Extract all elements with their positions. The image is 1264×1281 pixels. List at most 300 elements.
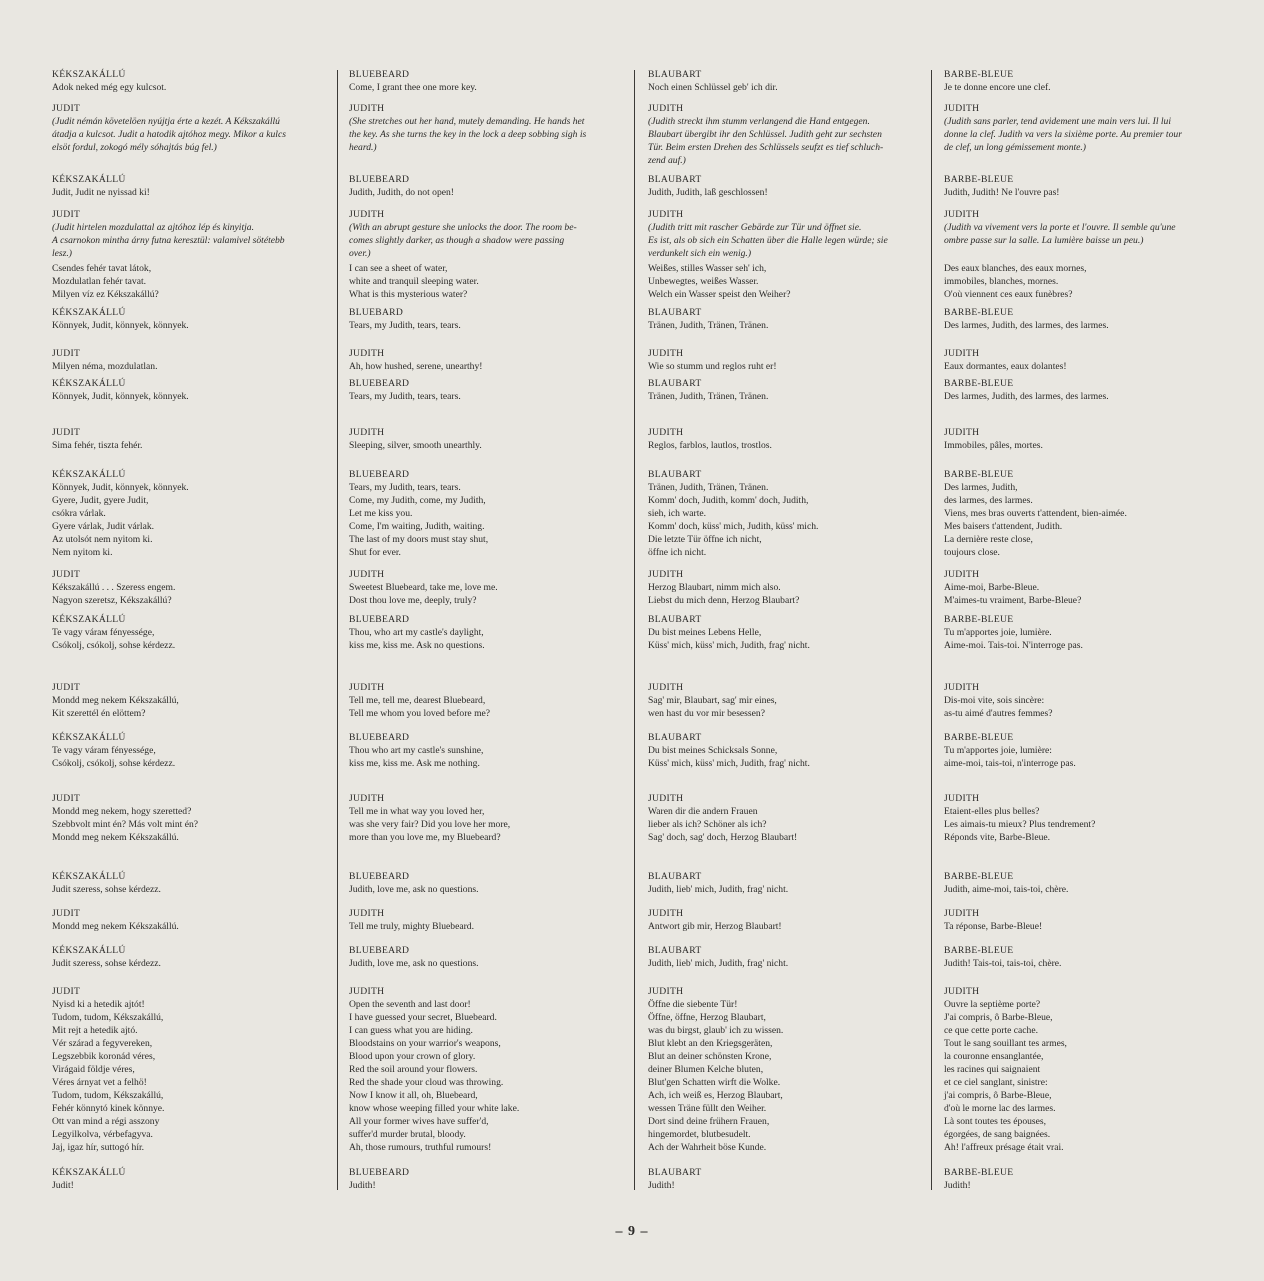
speaker-name: BLAUBART [648, 69, 702, 80]
lyric-line: Tränen, Judith, Tränen, Tränen. [648, 482, 769, 493]
lyric-line: Waren dir die andern Frauen [648, 806, 758, 817]
speaker-name: BLAUBART [648, 378, 702, 389]
lyric-line: Nyisd ki a hetedik ajtót! [52, 999, 145, 1010]
dialogue-block [648, 306, 946, 332]
speaker-name: JUDITH [648, 569, 684, 580]
dialogue-block [349, 681, 647, 720]
dialogue-block [944, 613, 1242, 652]
speaker-name: JUDITH [944, 986, 980, 997]
lyric-line: Des larmes, Judith, des larmes, des larmes. [944, 391, 1109, 402]
lyric-line: Judith! [349, 1180, 376, 1191]
speaker-name: JUDITH [349, 793, 385, 804]
lyric-line: Mondd meg nekem Kékszakállú, [52, 695, 179, 706]
speaker-name: JUDITH [648, 908, 684, 919]
lyric-line: Milyen néma, mozdulatlan. [52, 361, 158, 372]
lyric-line: Weißes, stilles Wasser seh' ich, [648, 263, 767, 274]
dialogue-block [52, 613, 350, 652]
lyric-line: des larmes, des larmes. [944, 495, 1033, 506]
speaker-name: KÉKSZAKÁLLÚ [52, 945, 126, 956]
dialogue-block [349, 208, 647, 260]
lyric-line: et ce ciel sanglant, sinistre: [944, 1077, 1048, 1088]
dialogue-block [52, 208, 350, 260]
lyric-line: Dost thou love me, deeply, truly? [349, 595, 477, 606]
dialogue-block [944, 102, 1242, 154]
lyric-line: Tears, my Judith, tears, tears. [349, 320, 461, 331]
dialogue-block [52, 792, 350, 844]
lyric-line: toujours close. [944, 547, 1000, 558]
lyric-line: Csókolj, csókolj, sohse kérdezz. [52, 758, 176, 769]
lyric-line: Antwort gib mir, Herzog Blaubart! [648, 921, 782, 932]
speaker-name: JUDITH [944, 209, 980, 220]
lyric-line: Thou who art my castle's sunshine, [349, 745, 484, 756]
lyric-line: Ach, ich weiß es, Herzog Blaubart, [648, 1090, 783, 1101]
speaker-name: KÉKSZAKÁLLÚ [52, 1167, 126, 1178]
column-divider [634, 70, 635, 1190]
lyric-line: Nagyon szeretsz, Kékszakállú? [52, 595, 172, 606]
lyric-line: know whose weeping filled your white lake. [349, 1103, 520, 1114]
dialogue-block [349, 68, 647, 94]
lyric-line: Sleeping, silver, smooth unearthly. [349, 440, 482, 451]
speaker-name: KÉKSZAKÁLLÚ [52, 469, 126, 480]
speaker-name: BARBE-BLEUE [944, 69, 1014, 80]
speaker-name: KÉKSZAKÁLLÚ [52, 307, 126, 318]
lyric-line: Dort sind deine frühern Frauen, [648, 1116, 770, 1127]
speaker-name: BLUEBEARD [349, 1167, 410, 1178]
lyric-line: Now I know it all, oh, Bluebeard, [349, 1090, 478, 1101]
dialogue-block [52, 68, 350, 94]
lyric-line: Immobiles, pâles, mortes. [944, 440, 1043, 451]
speaker-name: BARBE-BLEUE [944, 174, 1014, 185]
stage-direction-line: (Judith sans parler, tend avidement une main vers lui. Il lui [944, 116, 1172, 127]
lyric-line: Csókolj, csókolj, sohse kérdezz. [52, 640, 176, 651]
dialogue-block [52, 944, 350, 970]
speaker-name: JUDIT [52, 682, 81, 693]
dialogue-block [648, 568, 946, 607]
speaker-name: JUDITH [944, 103, 980, 114]
speaker-name: JUDITH [944, 427, 980, 438]
speaker-name: JUDITH [944, 908, 980, 919]
speaker-name: JUDIT [52, 908, 81, 919]
dialogue-block [52, 173, 350, 199]
stage-direction-line: de clef, un long gémissement monte.) [944, 142, 1087, 153]
lyric-line: Ah, how hushed, serene, unearthy! [349, 361, 483, 372]
lyric-line: Judith, Judith, laß geschlossen! [648, 187, 768, 198]
speaker-name: JUDITH [648, 103, 684, 114]
lyric-line: All your former wives have suffer'd, [349, 1116, 489, 1127]
lyric-line: Öffne, öffne, Herzog Blaubart, [648, 1012, 766, 1023]
lyric-line: Judith, Judith, do not open! [349, 187, 454, 198]
speaker-name: JUDIT [52, 986, 81, 997]
speaker-name: BLAUBART [648, 174, 702, 185]
lyric-line: I can guess what you are hiding. [349, 1025, 473, 1036]
column-divider [931, 70, 932, 1190]
dialogue-block [648, 1166, 946, 1192]
lyric-line: Tears, my Judith, tears, tears. [349, 391, 461, 402]
speaker-name: JUDIT [52, 103, 81, 114]
lyric-line: Open the seventh and last door! [349, 999, 471, 1010]
speaker-name: JUDITH [944, 793, 980, 804]
stage-direction-line: ombre passe sur la salle. La lumière baisse un peu.) [944, 235, 1144, 246]
lyric-line: Tränen, Judith, Tränen, Tränen. [648, 391, 769, 402]
lyric-line: Reglos, farblos, lautlos, trostlos. [648, 440, 772, 451]
dialogue-block [944, 173, 1242, 199]
speaker-name: JUDITH [944, 348, 980, 359]
lyric-line: Judit szeress, sohse kérdezz. [52, 958, 161, 969]
lyric-line: Let me kiss you. [349, 508, 413, 519]
lyric-line: Ta réponse, Barbe-Bleue! [944, 921, 1043, 932]
speaker-name: BLUEBEARD [349, 945, 410, 956]
lyric-line: The last of my doors must stay shut, [349, 534, 489, 545]
lyric-line: Sweetest Bluebeard, take me, love me. [349, 582, 498, 593]
lyric-line: Az utolsót nem nyitom ki. [52, 534, 153, 545]
lyric-line: Vér szárad a fegyvereken, [52, 1038, 153, 1049]
stage-direction-line: (With an abrupt gesture she unlocks the door. The room be- [349, 222, 577, 233]
dialogue-block [52, 306, 350, 332]
lyric-line: Ah, those rumours, truthful rumours! [349, 1142, 492, 1153]
stage-direction-line: Blaubart übergibt ihr den Schlüssel. Judith geht zur sechsten [648, 129, 882, 140]
dialogue-block [349, 731, 647, 770]
lyric-line: Te vagy váram fényessége, [52, 745, 156, 756]
stage-direction-line: elsöt fordul, zokogó mély sóhajtás búg fel.) [52, 142, 217, 153]
speaker-name: BLUEBARD [349, 307, 404, 318]
lyric-line: Aime-moi, Barbe-Bleue. [944, 582, 1040, 593]
lyric-line: Sag' mir, Blaubart, sag' mir eines, [648, 695, 777, 706]
speaker-name: KÉKSZAKÁLLÚ [52, 174, 126, 185]
dialogue-block [648, 102, 946, 167]
lyric-line: Mozdulatlan fehér tavat. [52, 276, 147, 287]
lyric-line: ce que cette porte cache. [944, 1025, 1039, 1036]
lyric-line: Judith! Tais-toi, tais-toi, chère. [944, 958, 1062, 969]
lyric-line: Tell me in what way you loved her, [349, 806, 485, 817]
lyric-line: Könnyek, Judit, könnyek, könnyek. [52, 482, 189, 493]
dialogue-block [648, 681, 946, 720]
dialogue-block [944, 870, 1242, 896]
speaker-name: JUDITH [349, 348, 385, 359]
dialogue-block [648, 426, 946, 452]
speaker-name: KÉKSZAKÁLLÚ [52, 614, 126, 625]
dialogue-block [944, 1166, 1242, 1192]
dialogue-block [648, 792, 946, 844]
speaker-name: BLUEBEARD [349, 378, 410, 389]
lyric-line: Tu m'apportes joie, lumière: [944, 745, 1052, 756]
speaker-name: BLUEBEARD [349, 732, 410, 743]
lyric-line: Thou, who art my castle's daylight, [349, 627, 484, 638]
dialogue-block [349, 568, 647, 607]
lyric-line: I can see a sheet of water, [349, 263, 448, 274]
lyric-line: Come, I grant thee one more key. [349, 82, 477, 93]
lyric-line: csókra várlak. [52, 508, 106, 519]
dialogue-block [52, 426, 350, 452]
lyric-line: Aime-moi. Tais-toi. N'interroge pas. [944, 640, 1083, 651]
lyric-line: Du bist meines Lebens Helle, [648, 627, 762, 638]
lyric-line: wen hast du vor mir besessen? [648, 708, 765, 719]
speaker-name: JUDITH [648, 427, 684, 438]
stage-direction-line: the key. As she turns the key in the lock a deep sobbing sigh is [349, 129, 587, 140]
lyric-line: Die letzte Tür öffne ich nicht, [648, 534, 762, 545]
lyric-line: Sima fehér, tiszta fehér. [52, 440, 143, 451]
lyric-line: Blut'gen Schatten wirft die Wolke. [648, 1077, 781, 1088]
lyric-line: Te vagy várам fényessége, [52, 627, 155, 638]
speaker-name: BLUEBEARD [349, 871, 410, 882]
lyric-line: Judith, Judith! Ne l'ouvre pas! [944, 187, 1060, 198]
dialogue-block [52, 262, 350, 301]
dialogue-block [349, 613, 647, 652]
stage-direction-line: (Judit hirtelen mozdulattal az ajtóhoz lép és kinyitja. [52, 222, 254, 233]
speaker-name: JUDITH [944, 569, 980, 580]
lyric-line: Tränen, Judith, Tränen, Tränen. [648, 320, 769, 331]
dialogue-block [648, 613, 946, 652]
lyric-line: d'où le morne lac des larmes. [944, 1103, 1056, 1114]
dialogue-block [52, 468, 350, 559]
lyric-line: Welch ein Wasser speist den Weiher? [648, 289, 791, 300]
lyric-line: Mes baisers t'attendent, Judith. [944, 521, 1063, 532]
dialogue-block [52, 347, 350, 373]
speaker-name: BARBE-BLEUE [944, 732, 1014, 743]
lyric-line: J'ai compris, ô Barbe-Bleue, [944, 1012, 1053, 1023]
lyric-line: as-tu aimé d'autres femmes? [944, 708, 1053, 719]
lyric-line: égorgées, de sang baignées. [944, 1129, 1051, 1140]
lyric-line: Tears, my Judith, tears, tears. [349, 482, 461, 493]
stage-direction-line: (Judith tritt mit rascher Gebärde zur Tür und öffnet sie. [648, 222, 862, 233]
lyric-line: Tudom, tudom, Kékszakállú, [52, 1090, 164, 1101]
stage-direction-line: zend auf.) [648, 155, 686, 166]
lyric-line: Herzog Blaubart, nimm mich also. [648, 582, 781, 593]
dialogue-block [648, 68, 946, 94]
lyric-line: hingemordet, blutbesudelt. [648, 1129, 751, 1140]
dialogue-block [349, 985, 647, 1154]
dialogue-block [349, 907, 647, 933]
lyric-line: Les aimais-tu mieux? Plus tendrement? [944, 819, 1096, 830]
dialogue-block [349, 468, 647, 559]
speaker-name: JUDIT [52, 209, 81, 220]
dialogue-block [944, 731, 1242, 770]
speaker-name: JUDIT [52, 348, 81, 359]
speaker-name: JUDITH [349, 908, 385, 919]
dialogue-block [648, 173, 946, 199]
stage-direction-line: (Judith va vivement vers la porte et l'ouvre. Il semble qu'une [944, 222, 1176, 233]
lyric-line: Blut klebt an den Kriegsgeräten, [648, 1038, 773, 1049]
lyric-line: What is this mysterious water? [349, 289, 468, 300]
lyric-line: Mondd meg nekem, hogy szeretted? [52, 806, 192, 817]
speaker-name: JUDITH [349, 103, 385, 114]
dialogue-block [944, 306, 1242, 332]
lyric-line: Könnyek, Judit, könnyek, könnyek. [52, 320, 189, 331]
lyric-line: Mondd meg nekem Kékszakállú. [52, 832, 179, 843]
lyric-line: Ach der Wahrheit böse Kunde. [648, 1142, 767, 1153]
speaker-name: BLAUBART [648, 1167, 702, 1178]
lyric-line: wessen Träne füllt den Weiher. [648, 1103, 767, 1114]
column-divider [337, 70, 338, 1190]
lyric-line: Tell me, tell me, dearest Bluebeard, [349, 695, 486, 706]
lyric-line: Bloodstains on your warrior's weapons, [349, 1038, 501, 1049]
lyric-line: O'où viennent ces eaux funèbres? [944, 289, 1073, 300]
lyric-line: was she very fair? Did you love her more, [349, 819, 511, 830]
dialogue-block [52, 870, 350, 896]
lyric-line: les racines qui saignaient [944, 1064, 1041, 1075]
lyric-line: more than you love me, my Bluebeard? [349, 832, 501, 843]
speaker-name: JUDITH [944, 682, 980, 693]
dialogue-block [52, 907, 350, 933]
lyric-line: Mit rejt a hetedik ajtó. [52, 1025, 138, 1036]
lyric-line: Come, my Judith, come, my Judith, [349, 495, 486, 506]
dialogue-block [52, 377, 350, 403]
stage-direction-line: átadja a kulcsot. Judit a hatodik ajtóhoz megy. Mikor a kulcs [52, 129, 286, 140]
dialogue-block [349, 792, 647, 844]
lyric-line: Sag' doch, sag' doch, Herzog Blaubart! [648, 832, 798, 843]
page-number: – 9 – [615, 1224, 649, 1239]
dialogue-block [944, 377, 1242, 403]
lyric-line: Küss' mich, küss' mich, Judith, frag' nicht. [648, 758, 810, 769]
speaker-name: KÉKSZAKÁLLÚ [52, 871, 126, 882]
speaker-name: JUDITH [648, 682, 684, 693]
lyric-line: Judith, love me, ask no questions. [349, 884, 479, 895]
lyric-line: Kit szerettél én elöttem? [52, 708, 146, 719]
dialogue-block [944, 208, 1242, 247]
lyric-line: Véres árnyat vet a felhö! [52, 1077, 147, 1088]
lyric-line: Könnyek, Judit, könnyek, könnyek. [52, 391, 189, 402]
speaker-name: BARBE-BLEUE [944, 469, 1014, 480]
lyric-line: deiner Blumen Kelche bluten, [648, 1064, 764, 1075]
lyric-line: Come, I'm waiting, Judith, waiting. [349, 521, 485, 532]
lyric-line: Milyen víz ez Kékszakállú? [52, 289, 159, 300]
dialogue-block [349, 102, 647, 154]
lyric-line: suffer'd murder brutal, bloody. [349, 1129, 466, 1140]
dialogue-block [944, 262, 1242, 301]
lyric-line: öffne ich nicht. [648, 547, 707, 558]
speaker-name: JUDIT [52, 569, 81, 580]
lyric-line: Des larmes, Judith, [944, 482, 1018, 493]
dialogue-block [349, 944, 647, 970]
lyric-line: Judith, love me, ask no questions. [349, 958, 479, 969]
lyric-line: Nem nyitom ki. [52, 547, 113, 558]
dialogue-block [944, 347, 1242, 373]
dialogue-block [944, 985, 1242, 1154]
lyric-line: Des larmes, Judith, des larmes, des larmes. [944, 320, 1109, 331]
lyric-line: Szebbvolt mint én? Más volt mint én? [52, 819, 199, 830]
speaker-name: JUDITH [349, 209, 385, 220]
stage-direction-line: A csarnokon mintha árny futna keresztül: valamivel sötétebb [52, 235, 285, 246]
lyric-line: Wie so stumm und reglos ruht er! [648, 361, 777, 372]
lyric-line: Des eaux blanches, des eaux mornes, [944, 263, 1087, 274]
speaker-name: BARBE-BLEUE [944, 945, 1014, 956]
speaker-name: JUDITH [349, 682, 385, 693]
lyric-line: Judit, Judit ne nyissad ki! [52, 187, 150, 198]
dialogue-block [944, 792, 1242, 844]
dialogue-block [52, 681, 350, 720]
dialogue-block [944, 681, 1242, 720]
dialogue-block [349, 262, 647, 301]
dialogue-block [349, 870, 647, 896]
dialogue-block [944, 907, 1242, 933]
lyric-line: La dernière reste close, [944, 534, 1033, 545]
lyric-line: la couronne ensanglantée, [944, 1051, 1044, 1062]
lyric-line: Noch einen Schlüssel geb' ich dir. [648, 82, 778, 93]
lyric-line: Liebst du mich denn, Herzog Blaubart? [648, 595, 800, 606]
lyric-line: aime-moi, tais-toi, n'interroge pas. [944, 758, 1076, 769]
lyric-line: Judith, lieb' mich, Judith, frag' nicht. [648, 958, 789, 969]
lyric-line: Judith, aime-moi, tais-toi, chère. [944, 884, 1069, 895]
dialogue-block [648, 731, 946, 770]
lyric-line: Je te donne encore une clef. [944, 82, 1051, 93]
speaker-name: BLAUBART [648, 307, 702, 318]
lyric-line: Red the shade your cloud was throwing. [349, 1077, 504, 1088]
speaker-name: JUDITH [349, 427, 385, 438]
speaker-name: BLUEBEARD [349, 69, 410, 80]
dialogue-block [349, 1166, 647, 1192]
lyric-line: Judith, lieb' mich, Judith, frag' nicht. [648, 884, 789, 895]
lyric-line: Du bist meines Schicksals Sonne, [648, 745, 778, 756]
stage-direction-line: heard.) [349, 142, 377, 153]
lyric-line: Judit! [52, 1180, 74, 1191]
speaker-name: KÉKSZAKÁLLÚ [52, 378, 126, 389]
speaker-name: BLUEBEARD [349, 614, 410, 625]
lyric-line: Öffne die siebente Tür! [648, 999, 738, 1010]
stage-direction-line: comes slightly darker, as though a shadow were passing [349, 235, 565, 246]
stage-direction-line: lesz.) [52, 248, 72, 259]
speaker-name: JUDIT [52, 427, 81, 438]
dialogue-block [944, 568, 1242, 607]
lyric-line: Viens, mes bras ouverts t'attendent, bien-aimée. [944, 508, 1127, 519]
speaker-name: JUDIT [52, 793, 81, 804]
lyric-line: Virágaid földje véres, [52, 1064, 135, 1075]
stage-direction-line: over.) [349, 248, 371, 259]
lyric-line: Red the soil around your flowers. [349, 1064, 478, 1075]
lyric-line: was du birgst, glaub' ich zu wissen. [648, 1025, 784, 1036]
speaker-name: JUDITH [648, 986, 684, 997]
lyric-line: Ah! l'affreux présage était vrai. [944, 1142, 1064, 1153]
lyric-line: Etaient-elles plus belles? [944, 806, 1040, 817]
dialogue-block [944, 426, 1242, 452]
lyric-line: Tu m'apportes joie, lumière. [944, 627, 1052, 638]
speaker-name: JUDITH [648, 348, 684, 359]
lyric-line: j'ai compris, ô Barbe-Bleue, [944, 1090, 1052, 1101]
dialogue-block [648, 907, 946, 933]
dialogue-block [349, 306, 647, 332]
lyric-line: Csendes fehér tavat látok, [52, 263, 152, 274]
lyric-line: Réponds vite, Barbe-Bleue. [944, 832, 1051, 843]
lyric-line: Gyere, Judit, gyere Judit, [52, 495, 149, 506]
lyric-line: lieber als ich? Schöner als ich? [648, 819, 767, 830]
dialogue-block [52, 568, 350, 607]
speaker-name: BARBE-BLEUE [944, 871, 1014, 882]
speaker-name: JUDITH [648, 209, 684, 220]
lyric-line: kiss me, kiss me. Ask no questions. [349, 640, 485, 651]
speaker-name: BARBE-BLEUE [944, 614, 1014, 625]
dialogue-block [52, 1166, 350, 1192]
speaker-name: BARBE-BLEUE [944, 307, 1014, 318]
dialogue-block [349, 347, 647, 373]
dialogue-block [648, 870, 946, 896]
stage-direction-line: verdunkelt sich ein wenig.) [648, 248, 752, 259]
speaker-name: BLAUBART [648, 614, 702, 625]
lyric-line: Judith! [648, 1180, 675, 1191]
dialogue-block [349, 173, 647, 199]
speaker-name: BLUEBEARD [349, 469, 410, 480]
dialogue-block [648, 468, 946, 559]
lyric-line: Fehér könnytó kinek könnye. [52, 1103, 165, 1114]
lyric-line: sieh, ich warte. [648, 508, 707, 519]
speaker-name: KÉKSZAKÁLLÚ [52, 69, 126, 80]
lyric-line: Tudom, tudom, Kékszakállú, [52, 1012, 164, 1023]
stage-direction-line: Tür. Beim ersten Drehen des Schlüssels seufzt es tief schluch- [648, 142, 884, 153]
lyric-line: Legyilkolva, vérbefagyva. [52, 1129, 153, 1140]
speaker-name: BLAUBART [648, 469, 702, 480]
dialogue-block [648, 985, 946, 1154]
lyric-line: Blut an deiner schönsten Krone, [648, 1051, 772, 1062]
dialogue-block [52, 102, 350, 154]
dialogue-block [648, 377, 946, 403]
dialogue-block [648, 262, 946, 301]
